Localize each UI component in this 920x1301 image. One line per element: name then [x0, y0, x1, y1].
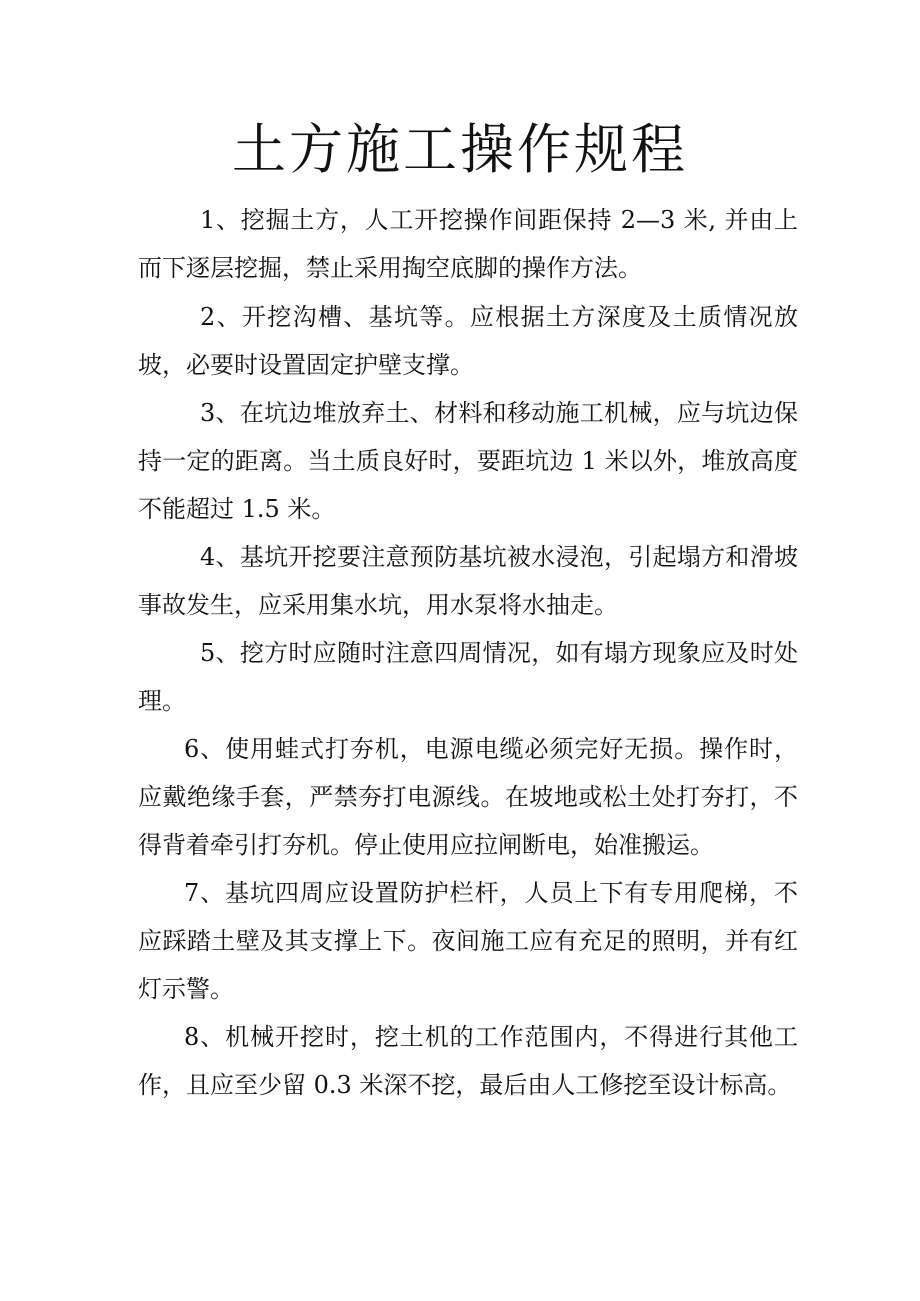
paragraph-3: 3、在坑边堆放弃土、材料和移动施工机械，应与坑边保持一定的距离。当土质良好时，要距坑边 1 米以外，堆放高度不能超过 1.5 米。: [138, 399, 798, 523]
document-body: [138, 196, 798, 1109]
document-title: 土方施工操作规程: [232, 118, 688, 181]
paragraph-5: 5、挖方时应随时注意四周情况，如有塌方现象应及时处理。: [138, 639, 798, 715]
paragraph-7: 7、基坑四周应设置防护栏杆，人员上下有专用爬梯，不应踩踏土壁及其支撑上下。夜间施工应有充足的照明，并有红灯示警。: [138, 879, 798, 1003]
paragraph-2: 2、开挖沟槽、基坑等。应根据土方深度及土质情况放坡，必要时设置固定护壁支撑。: [138, 303, 798, 379]
paragraph-1: 1、挖掘土方，人工开挖操作间距保持 2—3 米, 并由上而下逐层挖掘，禁止采用掏空底脚的操作方法。: [138, 206, 798, 282]
paragraph-8: 8、机械开挖时，挖土机的工作范围内，不得进行其他工作，且应至少留 0.3 米深不挖，最后由人工修挖至设计标高。: [138, 1023, 798, 1099]
paragraph-6: 6、使用蛙式打夯机，电源电缆必须完好无损。操作时，应戴绝缘手套，严禁夯打电源线。在坡地或松土处打夯打，不得背着牵引打夯机。停止使用应拉闸断电，始准搬运。: [138, 735, 798, 859]
paragraph-4: 4、基坑开挖要注意预防基坑被水浸泡，引起塌方和滑坡事故发生，应采用集水坑，用水泵将水抽走。: [138, 543, 798, 619]
